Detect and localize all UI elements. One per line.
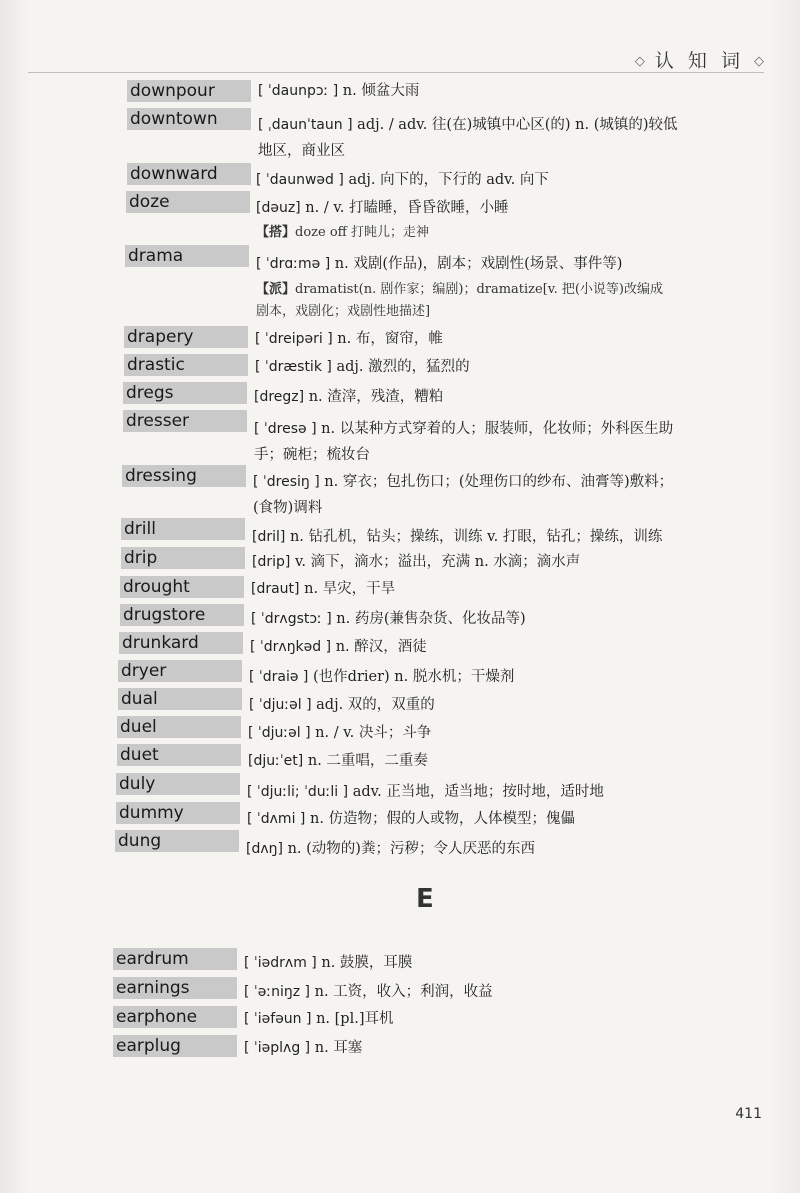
entry-def: n. 钻孔机，钻头；操练，训练 v. 打眼，钻孔；操练，训练 [289, 529, 663, 545]
entry-pron: [ ˈdresə ] [254, 421, 317, 437]
entry-pron: [ ˈdraiə ] [249, 669, 309, 685]
entry-word: earphone [113, 1006, 237, 1028]
entry-def: n. / v. 决斗；斗争 [315, 725, 432, 741]
entry-pron: [ ˈdaunwəd ] [256, 172, 344, 188]
entry-def: n. 耳塞 [314, 1040, 363, 1056]
entry-def: n. 布，窗帘，帷 [337, 331, 443, 347]
entry-word: duly [116, 773, 240, 795]
entry-pron: [dregz] [254, 389, 305, 405]
entry-word: earnings [113, 977, 237, 999]
entry-def-continued: 地区，商业区 [258, 143, 345, 159]
entry-note: doze off 打盹儿；走神 [295, 225, 430, 240]
entry-pron: [ ˈdrʌgstɔː ] [251, 611, 332, 627]
entry-word: downtown [127, 108, 251, 130]
entry-def: n. (动物的)粪；污秽；令人厌恶的东西 [287, 841, 535, 857]
entry-pron: [ ˈiədrʌm ] [244, 955, 317, 971]
section-letter: E [416, 884, 434, 914]
entry-pron: [ ˈiəplʌg ] [244, 1040, 311, 1056]
entry-pron: [draut] [251, 581, 300, 597]
entry-note-continued: 剧本，戏剧化；戏剧性地描述] [256, 304, 431, 319]
entry-def-continued: 手；碗柜；梳妆台 [254, 447, 370, 463]
entry-word: downward [127, 163, 251, 185]
entry-pron: [ ˈdaunpɔː ] [258, 83, 339, 99]
entry-pron: [ ˌdaunˈtaun ] [258, 117, 353, 133]
entry-pron: [ ˈdjuːli; ˈduːli ] [247, 784, 349, 800]
entry-pron: [djuːˈet] [248, 753, 304, 769]
entry-word: drunkard [119, 632, 243, 654]
entry-pron: [drip] [252, 554, 291, 570]
entry-word: drama [125, 245, 249, 267]
entry-def: adj. 双的，双重的 [316, 697, 435, 713]
entry-def: adj. 激烈的，猛烈的 [336, 359, 470, 375]
diamond-icon: ◇ [754, 54, 764, 69]
entry-pron: [ ˈiəfəun ] [244, 1011, 312, 1027]
entry-word: eardrum [113, 948, 237, 970]
entry-word: drip [121, 547, 245, 569]
entry-word: dung [115, 830, 239, 852]
entry-pron: [ ˈdʌmi ] [247, 811, 306, 827]
entry-def: n. 工资，收入；利润，收益 [314, 984, 493, 1000]
page-number: 411 [735, 1106, 762, 1122]
entry-pron: [ ˈdrɑːmə ] [256, 256, 331, 272]
entry-def: n. 穿衣；包扎伤口；(处理伤口的纱布、油膏等)敷料； [324, 474, 674, 490]
header-title: 认 知 词 [654, 50, 744, 72]
entry-word: drastic [124, 354, 248, 376]
entry-def: adj. 向下的，下行的 adv. 向下 [348, 172, 549, 188]
entry-def: n. 醉汉，酒徒 [335, 639, 427, 655]
entry-pron: [ ˈdresiŋ ] [253, 474, 320, 490]
entry-word: dressing [122, 465, 246, 487]
entry-pron: [ ˈdrʌŋkəd ] [250, 639, 332, 655]
entry-def: n. 旱灾，干旱 [304, 581, 396, 597]
entry-def: (也作drier) n. 脱水机；干燥剂 [313, 669, 515, 685]
entry-pron: [dʌŋ] [246, 841, 283, 857]
entry-word: dresser [123, 410, 247, 432]
entry-pron: [dəuz] [256, 200, 301, 216]
entry-pron: [ ˈdjuːəl ] [248, 725, 311, 741]
entry-word: earplug [113, 1035, 237, 1057]
entry-def: n. 鼓膜，耳膜 [321, 955, 413, 971]
entry-word: dummy [116, 802, 240, 824]
diamond-icon: ◇ [634, 54, 645, 69]
entry-word: doze [126, 191, 250, 213]
header-rule [28, 72, 764, 73]
entry-def: n. 药房(兼售杂货、化妆品等) [336, 611, 526, 627]
entry-pron: [ ˈdreipəri ] [255, 331, 333, 347]
entry-word: drill [121, 518, 245, 540]
entry-pron: [ ˈəːniŋz ] [244, 984, 310, 1000]
entry-def: n. 仿造物；假的人或物，人体模型；傀儡 [309, 811, 576, 827]
note-tag: 【派】 [256, 282, 296, 297]
entry-def: n. 倾盆大雨 [342, 83, 420, 99]
entry-def: n. 以某种方式穿着的人；服装师，化妆师；外科医生助 [321, 421, 674, 437]
entry-def: adj. / adv. 往(在)城镇中心区(的) n. (城镇的)较低 [357, 117, 678, 133]
entry-pron: [ ˈdjuːəl ] [249, 697, 312, 713]
note-tag: 【搭】 [256, 225, 296, 240]
entry-word: duel [117, 716, 241, 738]
entry-def: n. [pl.]耳机 [316, 1011, 394, 1027]
entry-note: dramatist(n. 剧作家；编剧)；dramatize[v. 把(小说等)改编成 [295, 282, 664, 297]
entry-word: dregs [123, 382, 247, 404]
entry-word: drought [120, 576, 244, 598]
entry-def: n. / v. 打瞌睡，昏昏欲睡，小睡 [305, 200, 509, 216]
entry-def: n. 二重唱，二重奏 [307, 753, 428, 769]
entry-pron: [dril] [252, 529, 286, 545]
entry-def: adv. 正当地，适当地；按时地，适时地 [352, 784, 604, 800]
entry-pron: [ ˈdræstik ] [255, 359, 332, 375]
entry-def-continued: (食物)调料 [253, 500, 323, 516]
entry-def: n. 戏剧(作品)，剧本；戏剧性(场景、事件等) [334, 256, 623, 272]
entry-word: dryer [118, 660, 242, 682]
running-header [635, 46, 764, 73]
entry-word: drapery [124, 326, 248, 348]
entry-word: downpour [127, 80, 251, 102]
entry-def: v. 滴下，滴水；溢出，充满 n. 水滴；滴水声 [294, 554, 581, 570]
entry-word: dual [118, 688, 242, 710]
entry-word: duet [117, 744, 241, 766]
entry-word: drugstore [120, 604, 244, 626]
entry-def: n. 渣滓，残渣，糟粕 [308, 389, 444, 405]
